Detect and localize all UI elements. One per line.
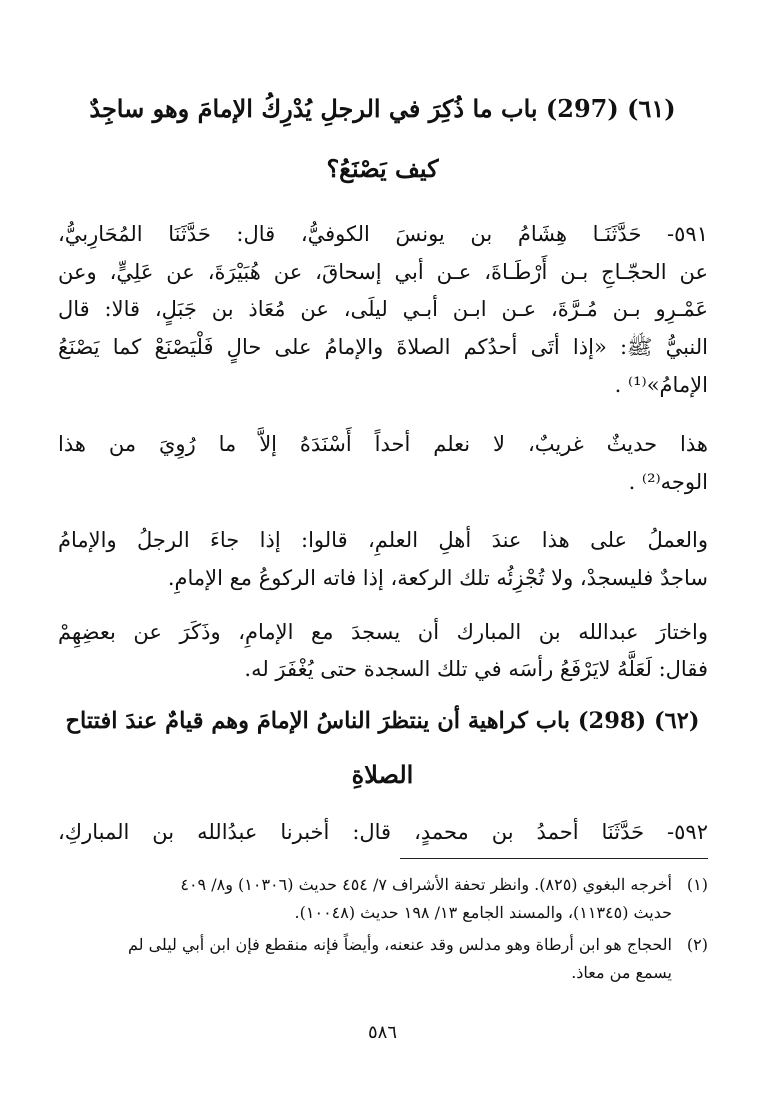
commentary-line: والعملُ على هذا عندَ أهلِ العلمِ، قالوا: إذا جاءَ الرجلُ والإمامُ — [58, 528, 708, 552]
hadith-592-line: ٥٩٢- حَدَّثَنَا أحمدُ بن محمدٍ، قال: أخبرنا عبدُالله بن المباركِ، — [58, 820, 708, 844]
commentary-line: فقال: لَعَلَّهُ لايَرْفَعُ رأسَه في تلك السجدة حتى يُغْفَرَ له. — [244, 657, 708, 681]
footnote-marker: (٢) — [686, 935, 708, 954]
footnote-marker: (١) — [686, 875, 708, 894]
page-number: ٥٨٦ — [367, 1022, 397, 1043]
hadith-591-line: الإمامُ»⁽¹⁾ . — [614, 373, 708, 397]
chapter-61-title-line-1: (٦١) (297) باب ما ذُكِرَ في الرجلِ يُدْرِكُ الإمامَ وهو ساجِدٌ — [89, 94, 676, 123]
footnote-text: أخرجه البغوي (٨٢٥). وانظر تحفة الأشراف ٧/ ٤٥٤ حديث (١٠٣٠٦) و٨/ ٤٠٩ — [180, 875, 672, 894]
footnote-text: يسمع من معاذ. — [571, 963, 672, 982]
footnote-separator — [400, 858, 708, 859]
hadith-591-line: النبيُّ ﷺ: «إذا أتَى أحدُكم الصلاةَ والإمامُ على حالٍ فَلْيَصْنَعْ كما يَصْنَعُ — [58, 335, 708, 359]
hadith-591-line: ٥٩١- حَدَّثَنَـا هِشَامُ بن يونسَ الكوفيُّ، قال: حَدَّثَنَا المُحَارِبيُّ، — [58, 222, 708, 246]
hadith-591-line: عَمْـرِو بـن مُـرَّةَ، عـن ابـن أبـي ليلَى، عن مُعَاذ بن جَبَلٍ، قالا: قال — [58, 297, 708, 321]
chapter-61-title-line-2: كيف يَصْنَعُ؟ — [326, 154, 439, 183]
chapter-62-title-line-1: (٦٢) (298) باب كراهية أن ينتظرَ الناسُ الإمامَ وهم قيامٌ عندَ افتتاح — [65, 708, 700, 734]
hadith-591-line: عن الحجّـاجِ بـن أَرْطَـاةَ، عـن أبي إسحاقَ، عن هُبَيْرَةَ، عن عَلِيٍّ، وعن — [58, 260, 708, 284]
commentary-line: ساجدٌ فليسجدْ، ولا تُجْزِئُه تلك الركعة، إذا فاته الركوعُ مع الإمامِ. — [167, 566, 708, 590]
commentary-line: واختارَ عبدالله بن المبارك أن يسجدَ مع الإمامِ، وذَكَرَ عن بعضِهِمْ — [58, 620, 708, 644]
chapter-62-title-line-2: الصلاةِ — [351, 760, 414, 789]
footnote-text: الحجاج هو ابن أرطاة وهو مدلس وقد عنعنه، وأيضاً فإنه منقطع فإن ابن أبي ليلى لم — [127, 935, 672, 954]
commentary-line: هذا حديثٌ غريبٌ، لا نعلم أحداً أَسْنَدَهُ إلاَّ ما رُوِيَ من هذا — [58, 432, 708, 456]
footnote-text: حديث (١١٣٤٥)، والمسند الجامع ١٣/ ١٩٨ حديث (١٠٠٤٨). — [294, 903, 672, 922]
commentary-line: الوجه⁽²⁾ . — [628, 470, 708, 494]
